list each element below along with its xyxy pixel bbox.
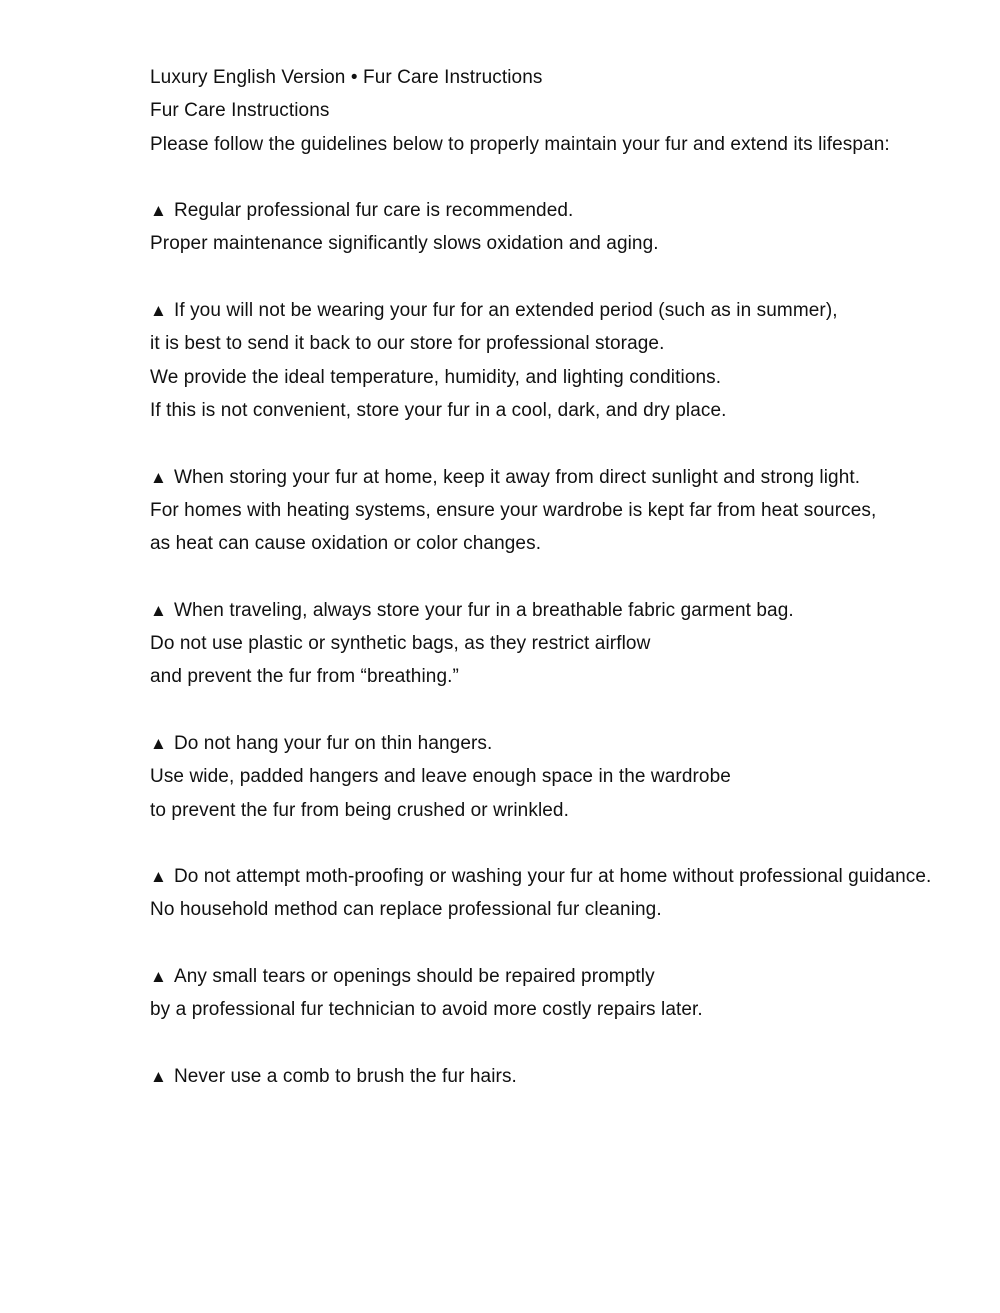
triangle-bullet-icon: ▲ <box>150 733 167 753</box>
instruction-line: Regular professional fur care is recommended. <box>173 200 574 222</box>
instruction-line: Do not attempt moth-proofing or washing your fur at home without professional guidance. <box>173 866 932 888</box>
instruction-line: If you will not be wearing your fur for an extended period (such as in summer), <box>173 300 838 322</box>
instruction-line: Do not use plastic or synthetic bags, as they restrict airflow <box>150 633 651 655</box>
instruction-line: Proper maintenance significantly slows oxidation and aging. <box>150 233 659 255</box>
instruction-item <box>150 461 940 561</box>
triangle-bullet-icon: ▲ <box>150 967 167 987</box>
instruction-line: No household method can replace professional fur cleaning. <box>150 899 662 921</box>
instruction-line: If this is not convenient, store your fur in a cool, dark, and dry place. <box>150 399 727 421</box>
instruction-line: For homes with heating systems, ensure your wardrobe is kept far from heat sources, <box>150 499 877 521</box>
instruction-line: by a professional fur technician to avoid more costly repairs later. <box>150 999 703 1021</box>
instruction-item <box>150 860 940 927</box>
triangle-bullet-icon: ▲ <box>150 301 167 321</box>
instruction-item <box>150 294 940 427</box>
instruction-line: as heat can cause oxidation or color changes. <box>150 533 542 555</box>
instruction-item <box>150 960 940 1027</box>
instruction-line: Use wide, padded hangers and leave enough space in the wardrobe <box>150 766 731 788</box>
triangle-bullet-icon: ▲ <box>150 201 167 221</box>
instruction-line: and prevent the fur from “breathing.” <box>150 666 459 688</box>
triangle-bullet-icon: ▲ <box>150 467 167 487</box>
instruction-item <box>150 1060 940 1093</box>
triangle-bullet-icon: ▲ <box>150 600 167 620</box>
triangle-bullet-icon: ▲ <box>150 1066 167 1086</box>
instruction-line: When storing your fur at home, keep it away from direct sunlight and strong light. <box>173 466 861 488</box>
instruction-line: When traveling, always store your fur in a breathable fabric garment bag. <box>173 599 794 621</box>
instruction-line: Never use a comb to brush the fur hairs. <box>173 1065 517 1087</box>
instruction-item <box>150 594 940 694</box>
page-title: Fur Care Instructions <box>150 100 330 122</box>
instruction-line: it is best to send it back to our store for professional storage. <box>150 333 665 355</box>
instruction-line: Do not hang your fur on thin hangers. <box>173 732 493 754</box>
instruction-item <box>150 194 940 261</box>
intro-line: Please follow the guidelines below to properly maintain your fur and extend its lifespan: <box>150 133 890 155</box>
instruction-line: to prevent the fur from being crushed or wrinkled. <box>150 799 569 821</box>
instruction-item <box>150 727 940 827</box>
instruction-line: Any small tears or openings should be repaired promptly <box>173 966 655 988</box>
instruction-line: We provide the ideal temperature, humidity, and lighting conditions. <box>150 366 722 388</box>
triangle-bullet-icon: ▲ <box>150 867 167 887</box>
document-header: Luxury English Version • Fur Care Instructions <box>150 67 543 88</box>
title-intro-block <box>150 94 940 161</box>
